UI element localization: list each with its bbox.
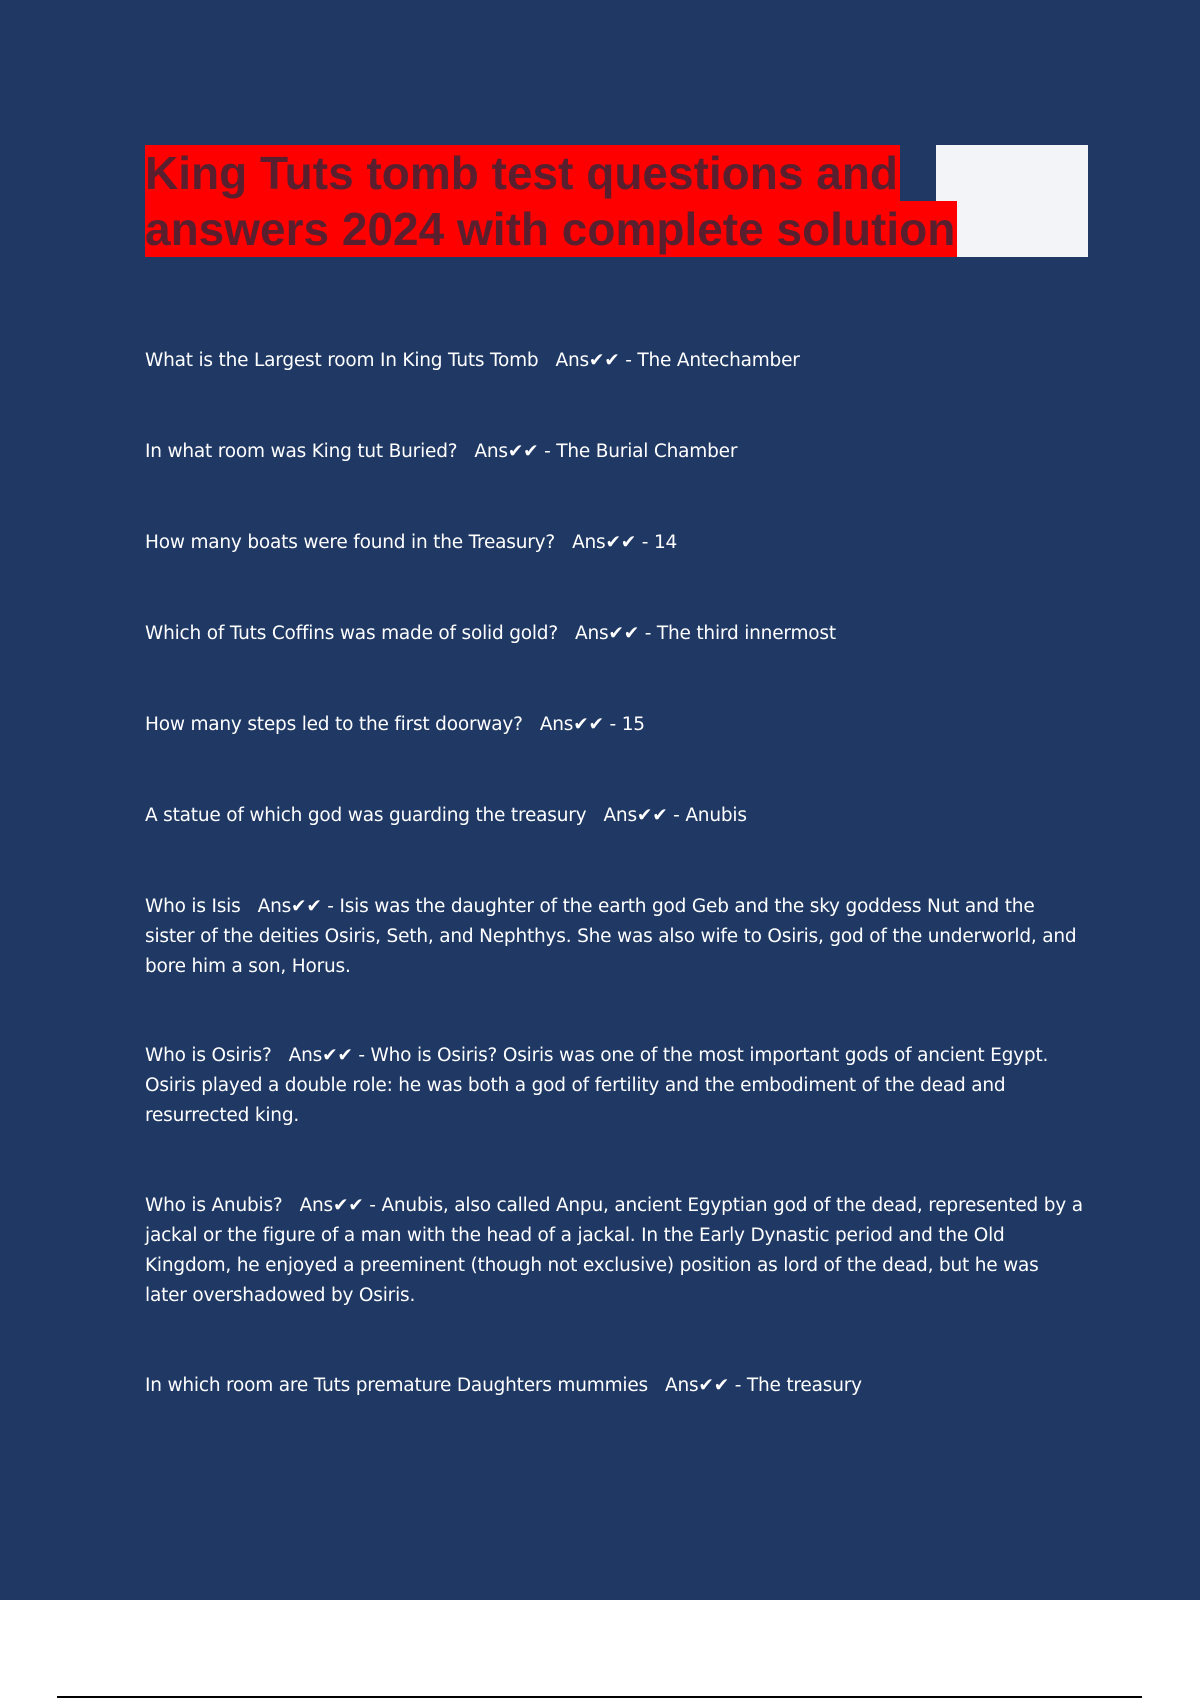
question-text: Which of Tuts Coffins was made of solid gold? xyxy=(145,623,558,644)
answer-text: Anubis xyxy=(685,805,747,826)
document-title xyxy=(145,145,1088,257)
qa-item-2 xyxy=(145,437,1085,467)
question-text: A statue of which god was guarding the treasury xyxy=(145,805,587,826)
question-text: Who is Anubis? xyxy=(145,1195,283,1216)
answer-text: 14 xyxy=(653,532,678,553)
answer-text: Anubis, also called Anpu, ancient Egyptian god of the dead, represented by a jackal or the figure of a man with the head of a jackal. In the Early Dynastic period and the Old Kingdom, he enjoyed a preeminent (though not exclusive) position as lord of the dead, but he was later overshadowed by Osiris. xyxy=(145,1195,1083,1306)
qa-item-10 xyxy=(145,1371,1085,1401)
answer-marker: Ans✔✔ - xyxy=(257,896,334,917)
answer-marker: Ans✔✔ - xyxy=(603,805,680,826)
question-text: Who is Osiris? xyxy=(145,1045,272,1066)
question-text: Who is Isis xyxy=(145,896,241,917)
question-text: In what room was King tut Buried? xyxy=(145,441,458,462)
qa-item-9 xyxy=(145,1191,1085,1311)
answer-text: The Antechamber xyxy=(637,350,800,371)
answer-text: The treasury xyxy=(746,1375,862,1396)
qa-item-1 xyxy=(145,346,1085,376)
question-text: How many steps led to the first doorway? xyxy=(145,714,523,735)
qa-item-5 xyxy=(145,710,1085,740)
answer-marker: Ans✔✔ - xyxy=(572,532,649,553)
answer-text: The Burial Chamber xyxy=(556,441,738,462)
answer-marker: Ans✔✔ - xyxy=(288,1045,365,1066)
qa-item-3 xyxy=(145,528,1085,558)
answer-marker: Ans✔✔ - xyxy=(299,1195,376,1216)
answer-marker: Ans✔✔ - xyxy=(555,350,632,371)
qa-item-8 xyxy=(145,1041,1085,1131)
answer-text: The third innermost xyxy=(656,623,836,644)
answer-marker: Ans✔✔ - xyxy=(474,441,551,462)
answer-text: Isis was the daughter of the earth god Geb and the sky goddess Nut and the sister of the deities Osiris, Seth, and Nephthys. She was also wife to Osiris, god of the underworld, and bore him a son, Horus. xyxy=(145,896,1077,977)
title-line-1: King Tuts tomb test questions and xyxy=(145,147,899,199)
answer-marker: Ans✔✔ - xyxy=(575,623,652,644)
answer-text: Who is Osiris? Osiris was one of the most important gods of ancient Egypt. Osiris played a double role: he was both a god of fertility and the embodiment of the dead and resurrected king. xyxy=(145,1045,1049,1126)
question-text: What is the Largest room In King Tuts Tomb xyxy=(145,350,539,371)
qa-item-6 xyxy=(145,801,1085,831)
title-white-box xyxy=(936,145,1088,257)
answer-marker: Ans✔✔ - xyxy=(665,1375,742,1396)
qa-item-7 xyxy=(145,892,1085,982)
answer-marker: Ans✔✔ - xyxy=(539,714,617,735)
question-text: How many boats were found in the Treasury? xyxy=(145,532,556,553)
answer-text: 15 xyxy=(621,714,645,735)
question-text: In which room are Tuts premature Daughters mummies xyxy=(145,1375,648,1396)
footer-divider xyxy=(57,1696,1142,1698)
title-line-2: answers 2024 with complete solution xyxy=(145,203,956,255)
qa-item-4 xyxy=(145,619,1085,649)
title-heading xyxy=(145,145,957,257)
